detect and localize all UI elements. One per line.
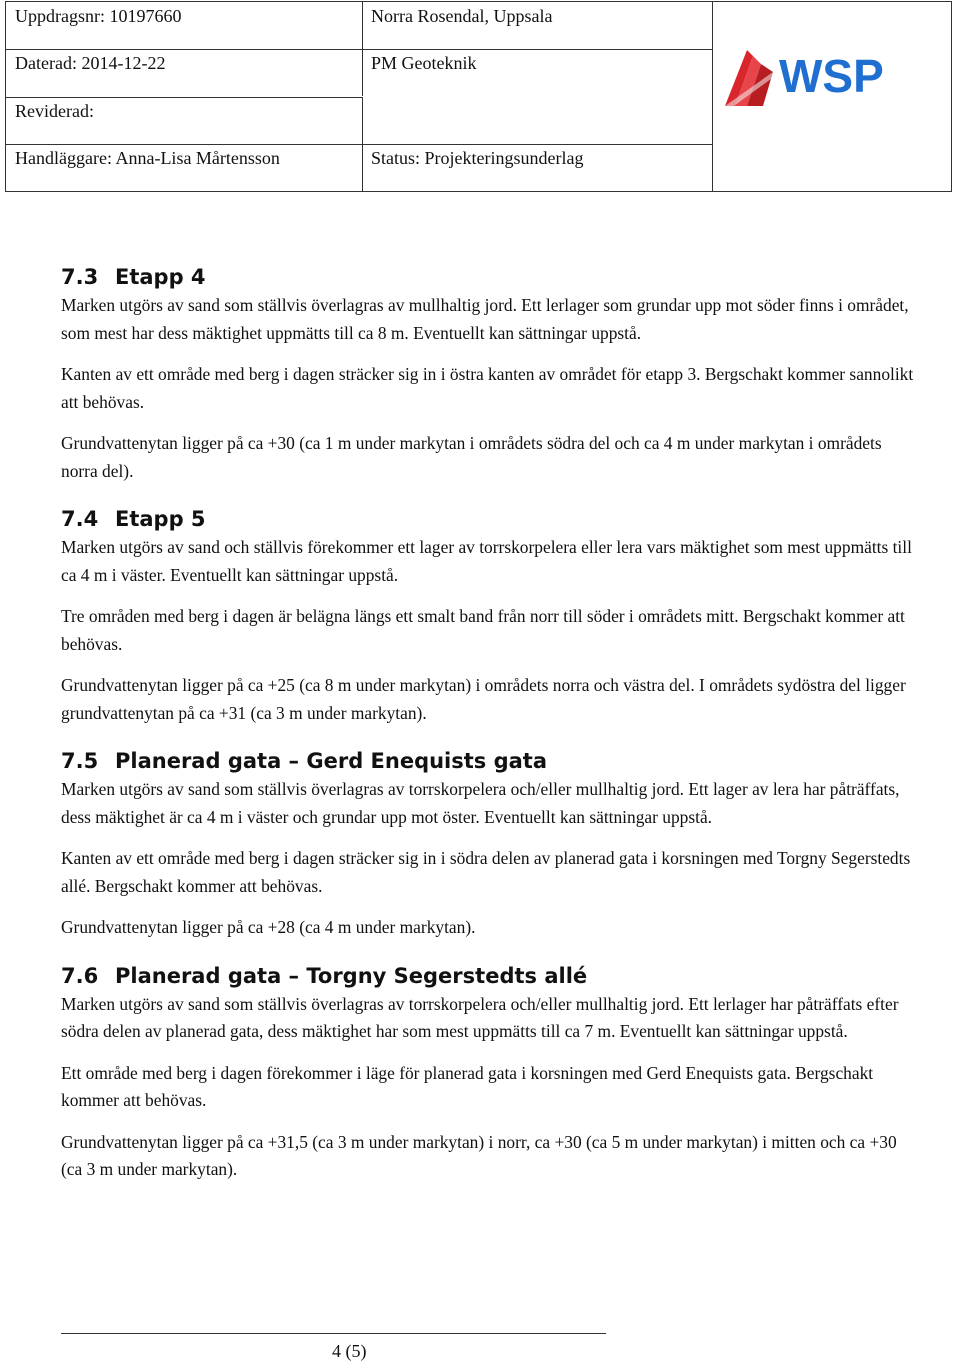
section-heading-7-5: 7.5 Planerad gata – Gerd Enequists gata [61, 749, 548, 773]
paragraph: Grundvattenytan ligger på ca +25 (ca 8 m under markytan) i områdets norra och västra del. I områdets sydöstra del ligger grundvattenytan på ca +31 (ca 3 m under markytan). [61, 675, 906, 723]
paragraph: Marken utgörs av sand som ställvis överlagras av mullhaltig jord. Ett lerlager som grundar upp mot söder finns i området, som mest har dess mäktighet uppmätts till ca 8 m. Eventuellt kan sättningar uppstå. [61, 295, 909, 343]
status-field: Status: Projekteringsunderlag [371, 148, 584, 168]
wsp-logo [717, 46, 913, 110]
page-number: 4 (5) [332, 1341, 367, 1361]
paragraph: Ett område med berg i dagen förekommer i läge för planerad gata i korsningen med Gerd Enequists gata. Bergschakt kommer att behövas. [61, 1062, 874, 1110]
paragraph: Marken utgörs av sand och ställvis förekommer ett lager av torrskorpelera eller lera vars mäktighet som mest uppmätts till ca 4 m i väster. Eventuellt kan sättningar uppstå. [61, 537, 912, 585]
paragraph: Grundvattenytan ligger på ca +30 (ca 1 m under markytan i områdets södra del och ca 4 m under markytan i områdets norra del). [61, 433, 882, 481]
handler-field: Handläggare: Anna-Lisa Mårtensson [6, 144, 363, 191]
wsp-logo-graphic [717, 46, 913, 110]
wsp-logo-text: WSP [779, 50, 884, 102]
main-content [61, 262, 921, 1184]
footer-divider [61, 1333, 606, 1334]
document-type: PM Geoteknik [371, 53, 477, 73]
section-heading-7-3: 7.3 Etapp 4 [61, 265, 206, 289]
paragraph: Tre områden med berg i dagen är belägna längs ett smalt band från norr till söder i områdets mitt. Bergschakt kommer att behövas. [61, 606, 905, 654]
header-divider [712, 2, 713, 191]
assignment-number: Uppdragsnr: 10197660 [6, 2, 363, 49]
paragraph: Kanten av ett område med berg i dagen sträcker sig in i östra kanten av området för etapp 3. Bergschakt kommer sannolikt att behövas. [61, 364, 914, 412]
empty-cell [363, 97, 712, 144]
revised-field: Reviderad: [6, 97, 363, 144]
paragraph: Kanten av ett område med berg i dagen sträcker sig in i södra delen av planerad gata i korsningen med Torgny Segerstedts allé. Bergschakt kommer att behövas. [61, 848, 911, 896]
project-name: Norra Rosendal, Uppsala [371, 6, 553, 26]
paragraph: Marken utgörs av sand som ställvis överlagras av torrskorpelera och/eller mullhaltig jord. Ett lager av lera har påträffats, dess mäktighet är ca 4 m i väster och grundar upp mot öster. Eventuellt kan sättningar uppstå. [61, 779, 900, 827]
section-heading-7-4: 7.4 Etapp 5 [61, 507, 206, 531]
date-field: Daterad: 2014-12-22 [6, 49, 363, 96]
paragraph: Marken utgörs av sand som ställvis överlagras av torrskorpelera och/eller mullhaltig jord. Ett lerlager har påträffats efter södra delen av planerad gata, dess mäktighet har som mest uppmätts till ca 7 m. Eventuellt kan sättningar uppstå. [61, 993, 899, 1041]
paragraph: Grundvattenytan ligger på ca +28 (ca 4 m under markytan). [61, 917, 476, 937]
section-heading-7-6: 7.6 Planerad gata – Torgny Segerstedts allé [61, 963, 588, 988]
paragraph: Grundvattenytan ligger på ca +31,5 (ca 3 m under markytan) i norr, ca +30 (ca 5 m under markytan) i mitten och ca +30 (ca 3 m under markytan). [61, 1131, 897, 1179]
